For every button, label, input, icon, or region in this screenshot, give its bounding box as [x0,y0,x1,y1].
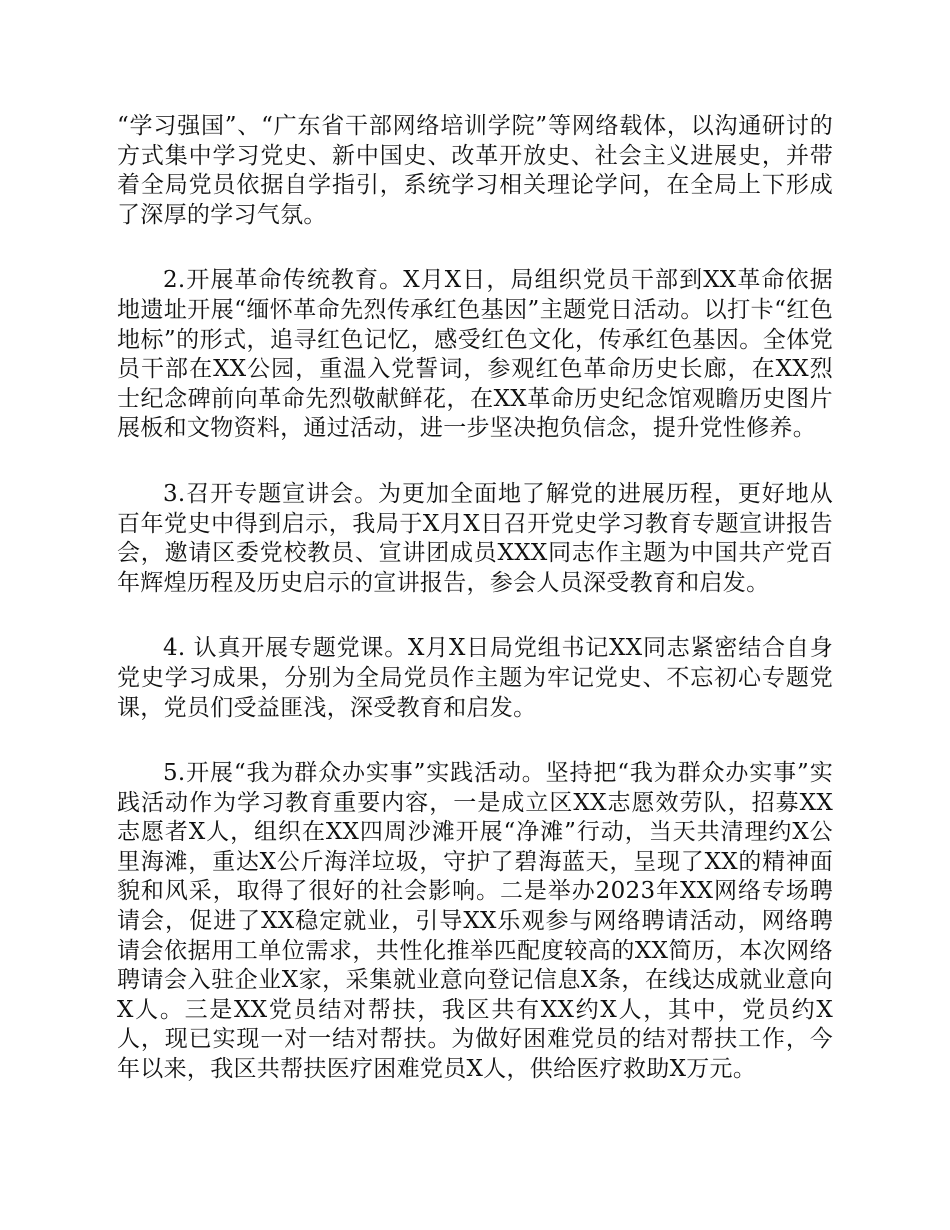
paragraph-party-lesson: 4. 认真开展专题党课。X月X日局党组书记XX同志紧密结合自身党史学习成果，分别为全局党员作主题为牢记党史、不忘初心专题党课，党员们受益匪浅，深受教育和启发。 [117,635,833,721]
paragraph-revolution-education: 2.开展革命传统教育。X月X日，局组织党员干部到XX革命依据地遗址开展“缅怀革命先烈传承红色基因”主题党日活动。以打卡“红色地标”的形式，追寻红色记忆，感受红色文化，传承红色基因。全体党员干部在XX公园，重温入党誓词，参观红色革命历史长廊，在XX烈士纪念碑前向革命先烈敬献鲜花，在XX革命历史纪念馆观瞻历史图片展板和文物资料，通过活动，进一步坚决抱负信念，提升党性修养。 [117,267,833,442]
document-body [117,112,833,1121]
paragraph-intro: “学习强国”、“广东省干部网络培训学院”等网络载体，以沟通研讨的方式集中学习党史、新中国史、改革开放史、社会主义进展史，并带着全局党员依据自学指引，系统学习相关理论学问，在全局上下形成了深厚的学习气氛。 [117,113,833,228]
paragraph-lecture-meeting: 3.召开专题宣讲会。为更加全面地了解党的进展历程，更好地从百年党史中得到启示，我局于X月X日召开党史学习教育专题宣讲报告会，邀请区委党校教员、宣讲团成员XXX同志作主题为中国共产党百年辉煌历程及历史启示的宣讲报告，参会人员深受教育和启发。 [117,480,833,596]
paragraph-practice-activity: 5.开展“我为群众办实事”实践活动。坚持把“我为群众办实事”实践活动作为学习教育重要内容，一是成立区XX志愿效劳队，招募XX志愿者X人，组织在XX四周沙滩开展“净滩”行动，当天共清理约X公里海滩，重达X公斤海洋垃圾，守护了碧海蓝天，呈现了XX的精神面貌和风采，取得了很好的社会影响。二是举办2023年XX网络专场聘请会，促进了XX稳定就业，引导XX乐观参与网络聘请活动，网络聘请会依据用工单位需求，共性化推举匹配度较高的XX简历，本次网络聘请会入驻企业X家，采集就业意向登记信息X条，在线达成就业意向X人。三是XX党员结对帮扶，我区共有XX约X人，其中，党员约X人，现已实现一对一结对帮扶。为做好困难党员的结对帮扶工作，今年以来，我区共帮扶医疗困难党员X人，供给医疗救助X万元。 [117,760,833,1083]
